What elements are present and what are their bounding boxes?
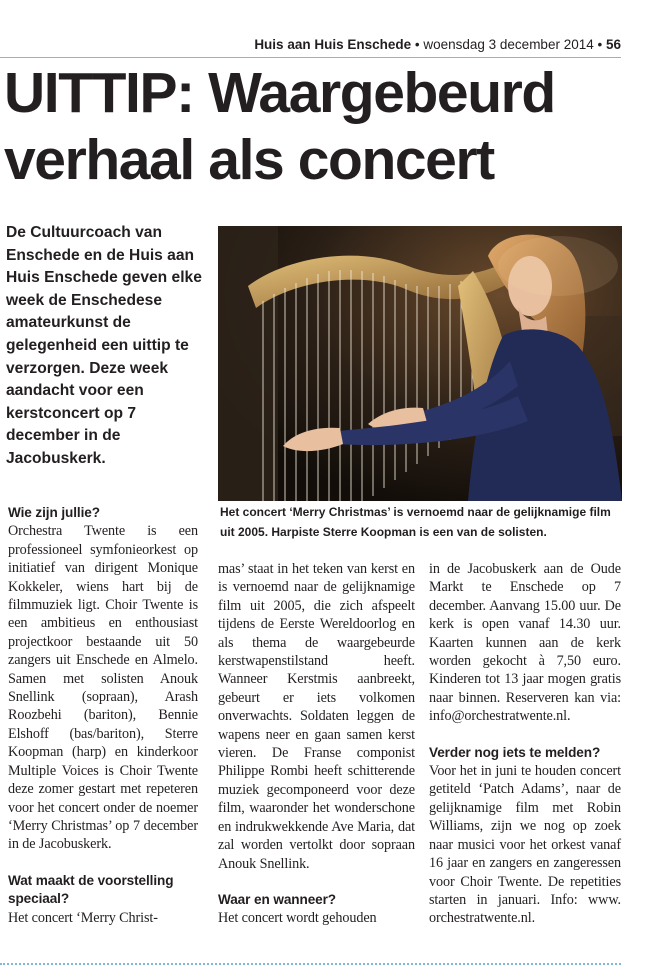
section-heading: Verder nog iets te melden? bbox=[429, 744, 601, 760]
headline bbox=[4, 60, 644, 194]
harpist-illustration bbox=[218, 226, 622, 501]
masthead-separator: • bbox=[593, 37, 606, 52]
body-paragraph: Orchestra Twente is een professioneel symfonieorkest op initiatief van dirigent Monique Kokkeler, wiens hart bij de filmmuziek ligt. Choir Twente is een ambitieus en enthousiast projectkoor bestaande uit 50 zangers uit Enschede en Almelo. Samen met solisten Anouk Snellink (sopraan), Arash Roozbehi (bariton), Bennie Elshoff (bas/bariton), Sterre Koopman (harp) en kinderkoor Multiple Voices is Choir Twente deze zomer gestart met repeteren voor het concert onder de noemer ‘Merry Christmas’ op 7 december in de Jacobuskerk. bbox=[8, 523, 198, 853]
body-paragraph: Het concert wordt gehouden bbox=[218, 910, 377, 927]
masthead bbox=[254, 37, 621, 52]
masthead-separator: • bbox=[411, 37, 424, 52]
page-number: 56 bbox=[605, 37, 621, 52]
photo-caption: Het concert ‘Merry Christmas’ is vernoemd naar de gelijknamige film uit 2005. Harpiste Sterre Koopman is een van de solisten. bbox=[220, 505, 611, 539]
body-paragraph: in de Jacobuskerk aan de Oude Markt te Enschede op 7 december. Aanvang 15.00 uur. De kerk is open vanaf 14.30 uur. Kaarten kunnen aan de kerk worden gekocht à 7,50 euro. Kinderen tot 13 jaar mogen gratis naar binnen. Reserveren kan via: info@orchestratwente.nl. bbox=[429, 561, 621, 725]
article-column-3 bbox=[429, 560, 621, 928]
publication-name: Huis aan Huis Enschede bbox=[254, 37, 412, 52]
headline-line-2: verhaal als concert bbox=[4, 128, 494, 192]
issue-date: woensdag 3 december 2014 bbox=[423, 37, 594, 52]
article-column-2 bbox=[218, 560, 415, 928]
section-heading: Wat maakt de voorstelling speciaal? bbox=[8, 872, 174, 907]
headline-line-1: UITTIP: Waargebeurd bbox=[4, 61, 555, 125]
section-heading: Wie zijn jullie? bbox=[8, 505, 100, 520]
section-heading: Waar en wanneer? bbox=[218, 891, 337, 907]
body-paragraph: Het concert ‘Merry Christ- bbox=[8, 909, 158, 926]
body-paragraph: Voor het in juni te houden concert getiteld ‘Patch Adams’, naar de gelijknamige film met Robin Williams, zijn we nog op zoek naar musici voor het orkest vanaf 16 jaar en zangers en zangeressen voor Choir Twente. De repetities starten in januari. Info: www. orchestratwente.nl. bbox=[429, 763, 621, 927]
article-column-1 bbox=[8, 504, 198, 927]
intro-paragraph: De Cultuurcoach van Enschede en de Huis aan Huis Enschede geven elke week de Enschedese amateurkunst de gelegenheid een uittip te verzorgen. Deze week aandacht voor een kerstconcert op 7 december in de Jacobuskerk. bbox=[6, 224, 202, 467]
body-paragraph: mas’ staat in het teken van kerst en is vernoemd naar de gelijknamige film uit 2005, die zich afspeelt tijdens de Eerste Wereldoorlog en als thema de waargebeurde kerstwapenstilstand heeft. Wanneer Kerstmis aanbreekt, gebeurt er iets volkomen onverwachts. Soldaten leggen de wapens neer en gaan samen kerst vieren. De Franse componist Philippe Rombi heeft schitterende muziek gecomponeerd voor deze film, waaronder het wonderschone en indrukwekkende Ave Maria, dat zal worden vertolkt door sopraan Anouk Snellink. bbox=[218, 561, 415, 872]
footer-dotted-rule bbox=[0, 963, 621, 965]
header-rule bbox=[0, 57, 621, 58]
harpist-photo bbox=[218, 226, 622, 501]
